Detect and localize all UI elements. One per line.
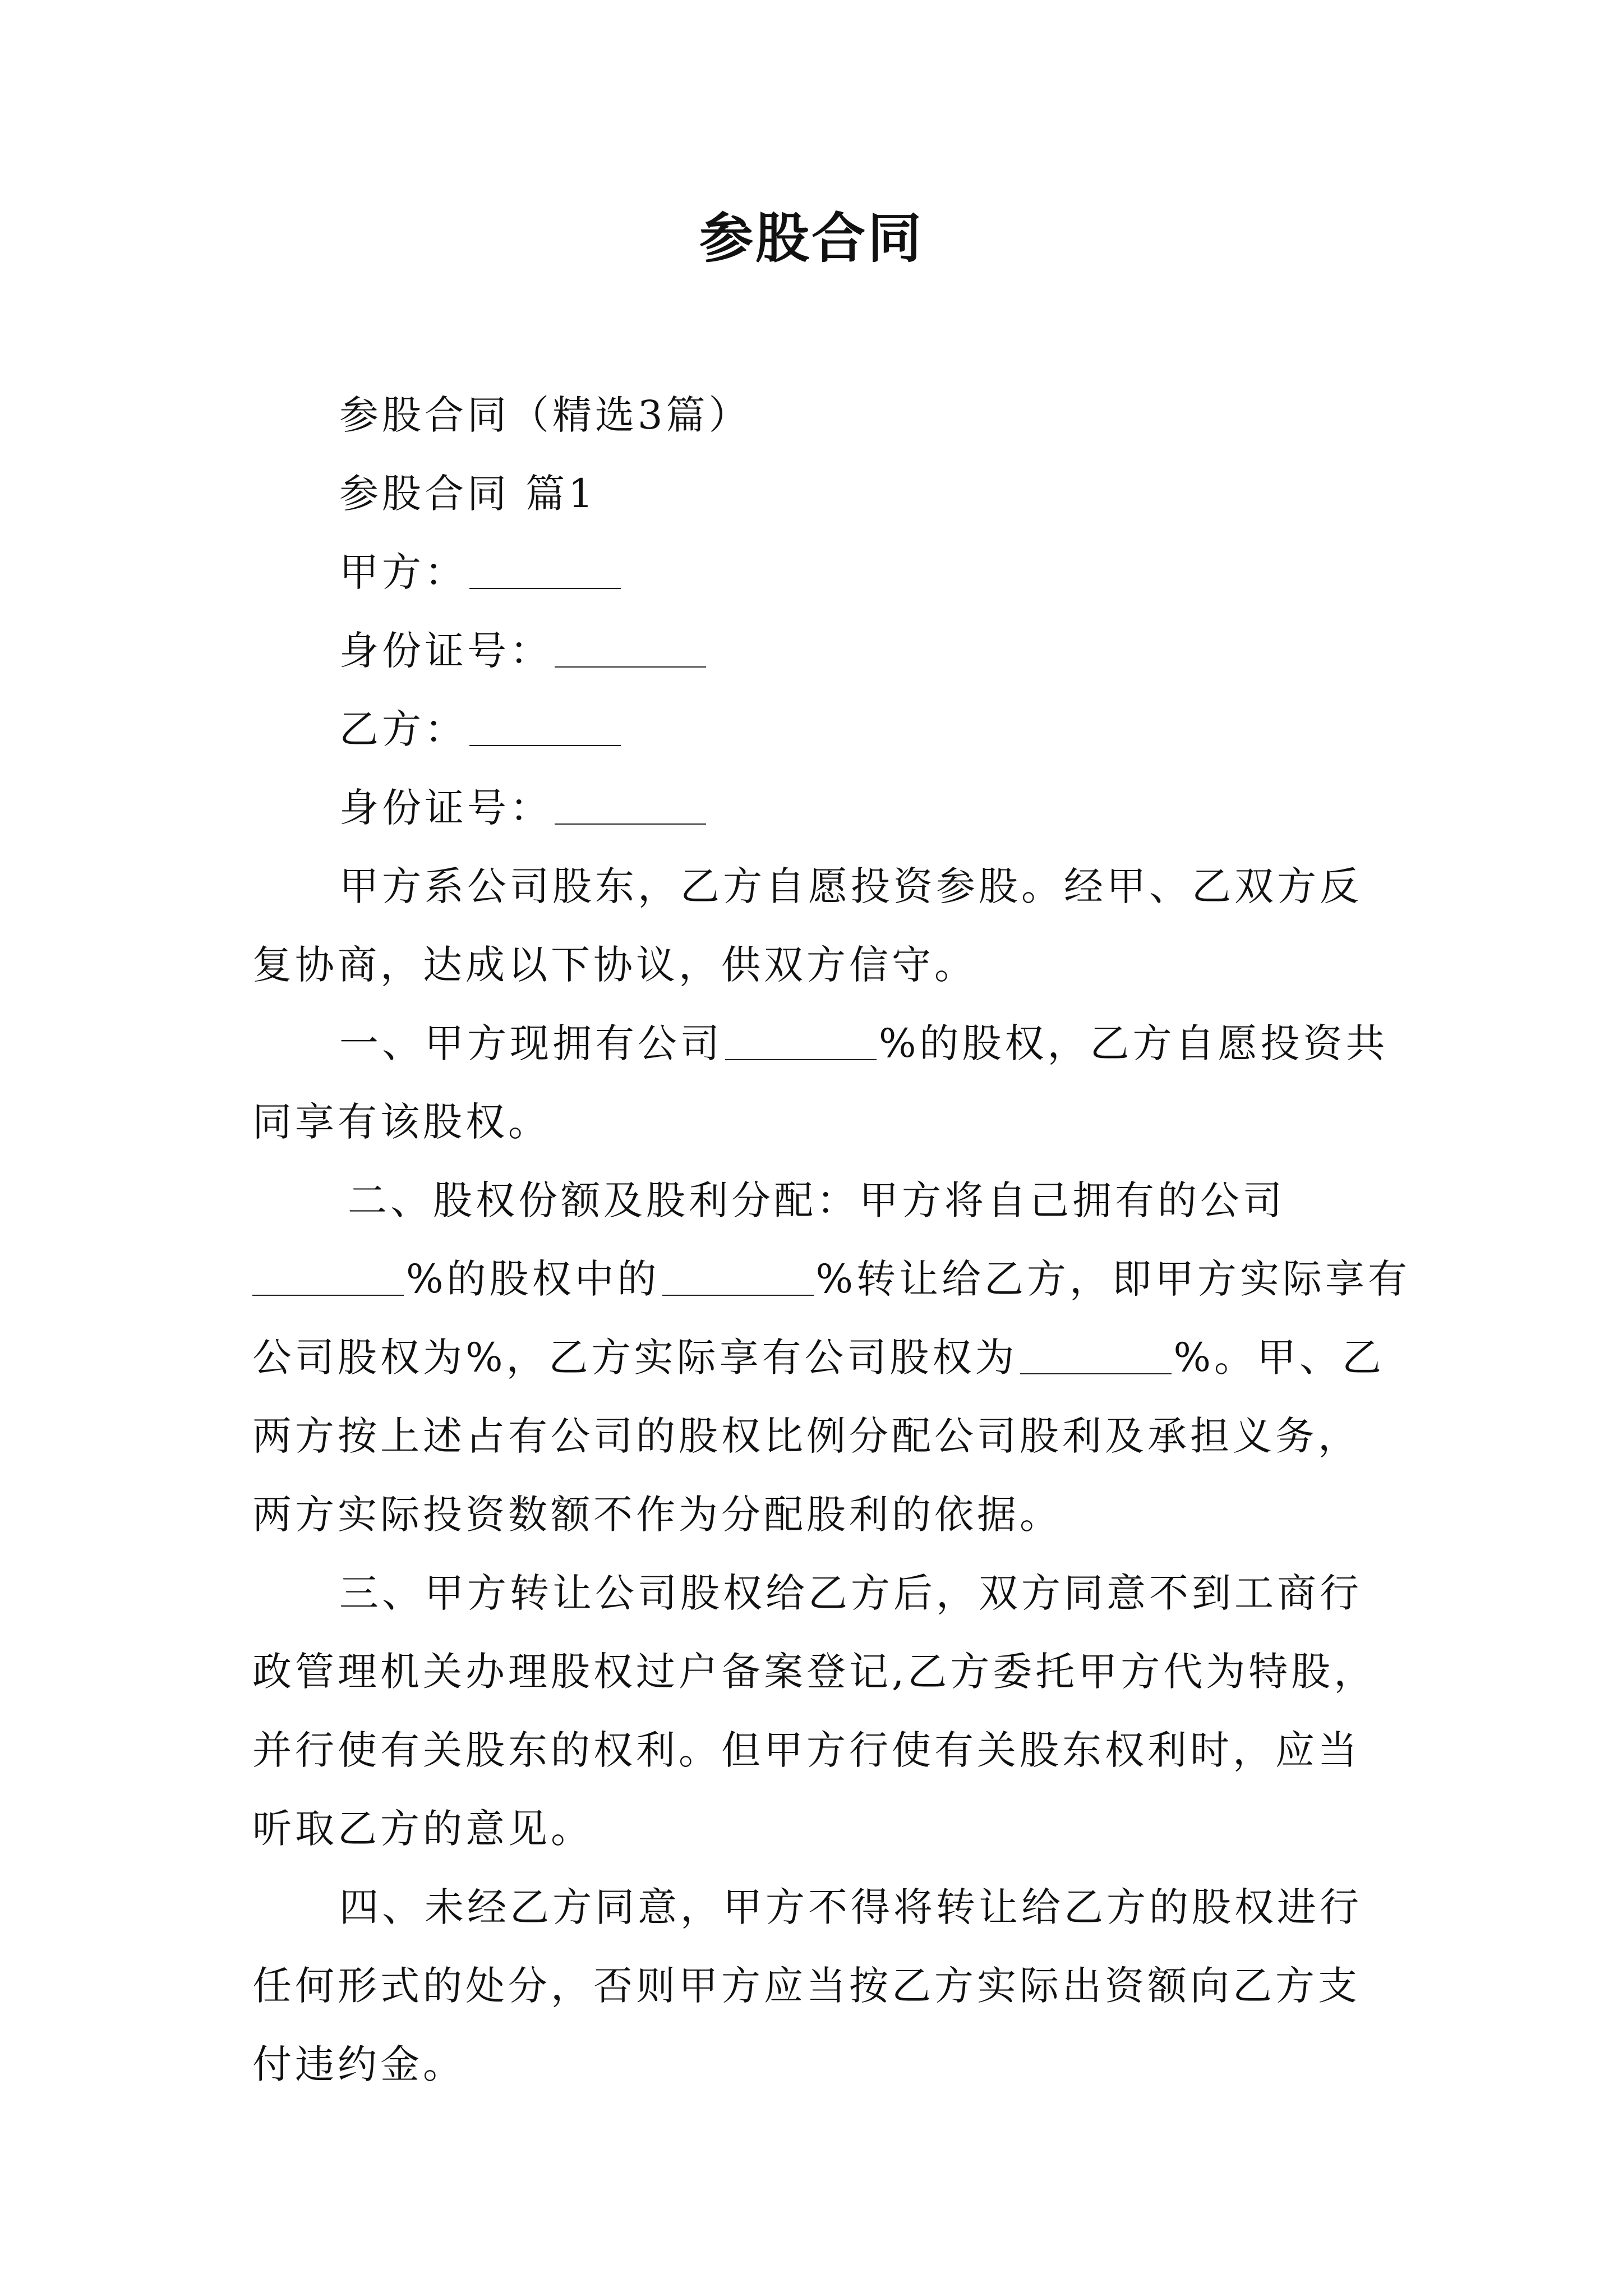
- clause-2-text-2b: %转让给乙方，即甲方实际享有: [815, 1256, 1411, 1302]
- clause-2-text-5: 两方实际投资数额不作为分配股利的依据。: [252, 1492, 1062, 1538]
- clause-3-line-3: [252, 1711, 1380, 1789]
- party-a-id-blank: [555, 633, 706, 668]
- clause-2-line-3: [252, 1318, 1385, 1397]
- clause-3-text-4: 听取乙方的意见。: [252, 1806, 593, 1852]
- intro-line-2: [252, 926, 1380, 1004]
- party-a-id-line: [252, 611, 1380, 690]
- intro-text-2: 复协商，达成以下协议，供双方信守。: [252, 942, 977, 988]
- clause-4-line-2: [252, 1947, 1380, 2025]
- party-a-id-label: 身份证号：: [339, 628, 552, 674]
- clause-1-text-2: 同享有该股权。: [252, 1099, 551, 1145]
- party-a-label: 甲方：: [339, 549, 467, 595]
- party-b-id-line: [252, 769, 1380, 847]
- subtitle-line: [252, 376, 1380, 454]
- clause-2-percent-blank-2: [662, 1261, 814, 1296]
- clause-3-line-4: [252, 1789, 1380, 1868]
- intro-text-1: 甲方系公司股东，乙方自愿投资参股。经甲、乙双方反: [339, 863, 1362, 909]
- section-heading: [252, 454, 1380, 533]
- clause-2-text-4: 两方按上述占有公司的股权比例分配公司股利及承担义务，: [252, 1413, 1361, 1459]
- clause-2-line-2: [252, 1240, 1411, 1318]
- clause-3-text-3: 并行使有关股东的权利。但甲方行使有关股东权利时，应当: [252, 1727, 1361, 1773]
- clause-4-text-2: 任何形式的处分，否则甲方应当按乙方实际出资额向乙方支: [252, 1963, 1361, 2009]
- clause-1-text-a: 一、甲方现拥有公司: [339, 1020, 723, 1066]
- clause-2-percent-blank-1: [252, 1261, 404, 1296]
- clause-2-line-1: [252, 1161, 1380, 1240]
- document-body: [252, 376, 1411, 2104]
- clause-2-text-3a: 公司股权为%，乙方实际享有公司股权为: [252, 1335, 1018, 1381]
- clause-2-text-2a: %的股权中的: [406, 1256, 660, 1302]
- clause-4-text-1: 四、未经乙方同意，甲方不得将转让给乙方的股权进行: [339, 1884, 1362, 1930]
- clause-1-text-b: %的股权，乙方自愿投资共: [879, 1020, 1389, 1066]
- party-b-id-blank: [555, 790, 706, 825]
- clause-2-text-1: 二、股权份额及股利分配：甲方将自己拥有的公司: [348, 1177, 1285, 1223]
- clause-2-percent-blank-3: [1020, 1340, 1172, 1374]
- party-b-line: [252, 690, 1380, 769]
- party-b-label: 乙方：: [339, 706, 467, 752]
- clause-3-text-2: 政管理机关办理股权过户备案登记,乙方委托甲方代为特股，: [252, 1649, 1377, 1695]
- subtitle-text: 参股合同（精选3篇）: [339, 392, 751, 438]
- document-title: 参股合同: [699, 206, 924, 270]
- party-b-id-label: 身份证号：: [339, 785, 552, 831]
- clause-4-line-1: [252, 1868, 1380, 1947]
- intro-line-1: [252, 847, 1380, 926]
- section-text: 参股合同 篇1: [339, 471, 597, 517]
- clause-2-line-4: [252, 1397, 1380, 1475]
- clause-1-line-2: [252, 1083, 1380, 1161]
- clause-1-line-1: [252, 1004, 1389, 1083]
- clause-4-line-3: [252, 2025, 1380, 2104]
- clause-4-text-3: 付违约金。: [252, 2041, 465, 2087]
- clause-2-line-5: [252, 1475, 1380, 1554]
- clause-2-text-3b: %。甲、乙: [1173, 1335, 1385, 1381]
- party-a-blank: [469, 554, 621, 589]
- party-a-line: [252, 533, 1380, 611]
- clause-3-line-2: [252, 1632, 1380, 1711]
- clause-1-percent-blank: [725, 1025, 877, 1060]
- clause-3-text-1: 三、甲方转让公司股权给乙方后，双方同意不到工商行: [339, 1570, 1362, 1616]
- party-b-blank: [469, 711, 621, 746]
- clause-3-line-1: [252, 1554, 1380, 1632]
